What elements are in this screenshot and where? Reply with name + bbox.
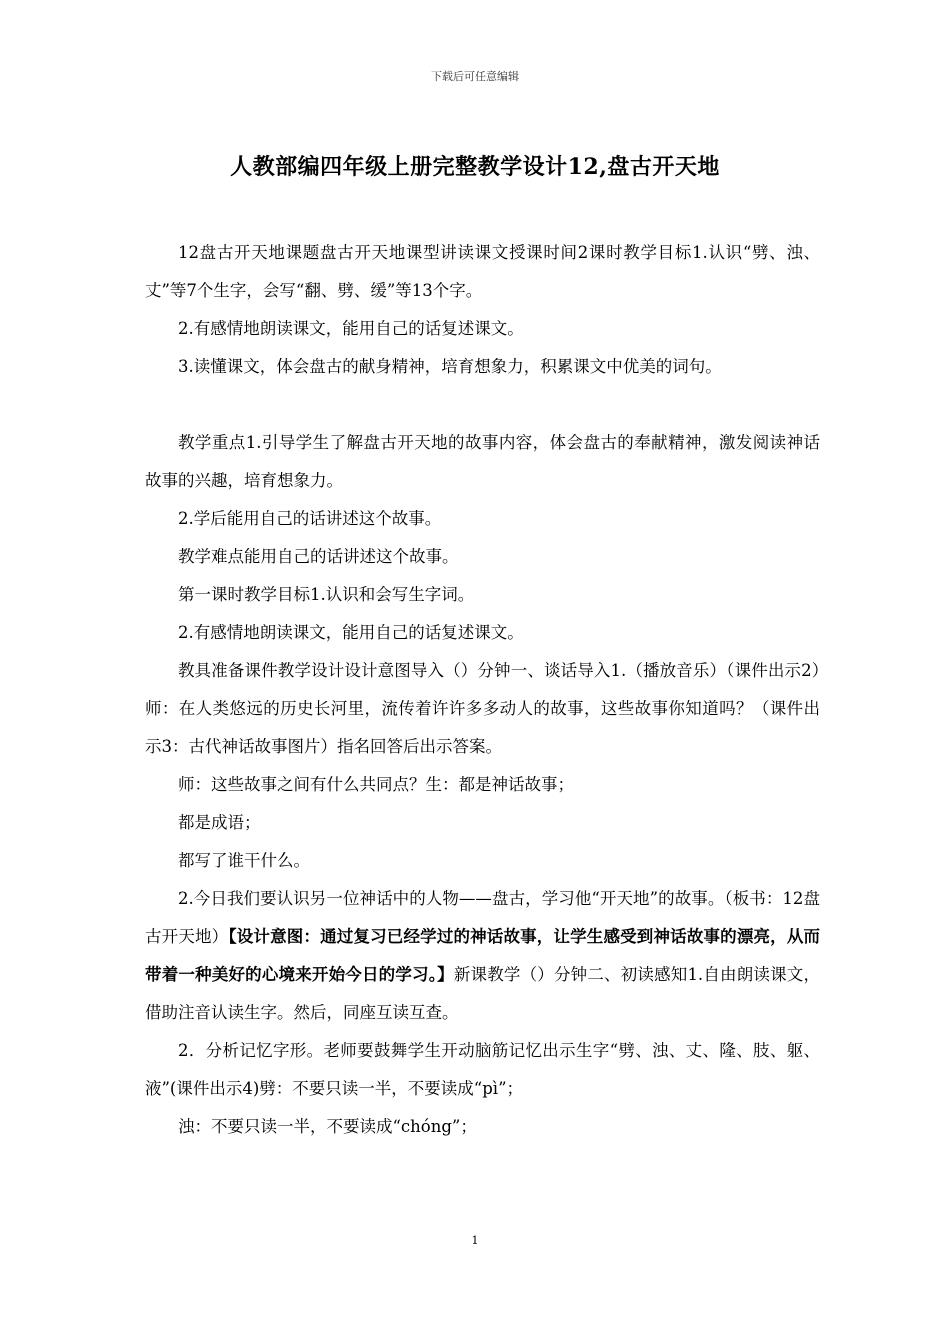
paragraph-difficulty: 教学难点能用自己的话讲述这个故事。 xyxy=(178,547,459,566)
paragraph-character-zhuo: 浊：不要只读一半，不要读成“chóng”； xyxy=(178,1117,477,1136)
paragraph-key-points: 教学重点1.引导学生了解盘古开天地的故事内容，体会盘古的奉献精神，激发阅读神话故事的兴趣，培育想象力。 xyxy=(145,433,820,490)
paragraph-new-character-text: 2.今日我们要认识另一位神话中的人物——盘古，学习他“开天地”的故事。（板书：12盘古开天地） xyxy=(145,889,820,946)
document-title: 人教部编四年级上册完整教学设计12,盘古开天地 xyxy=(230,154,720,180)
paragraph-new-character xyxy=(145,880,820,1032)
paragraph-objective-2: 2.有感情地朗读课文，能用自己的话复述课文。 xyxy=(178,319,524,338)
paragraph-character-analysis: 2．分析记忆字形。老师要鼓舞学生开动脑筋记忆出示生字“劈、浊、丈、隆、肢、躯、液”(课件出示4)劈：不要只读一半，不要读成“pì”； xyxy=(145,1041,820,1098)
paragraph-new-lesson-text: 新课教学（）分钟二、初读感知1.自由朗读课文，借助注音认读生字。然后，同座互读互查。 xyxy=(145,965,820,1022)
page-header: 下载后可任意编辑 xyxy=(431,70,519,83)
paragraph-objective-3: 3.读懂课文，体会盘古的献身精神，培育想象力，积累课文中优美的词句。 xyxy=(178,357,722,376)
paragraph-dialogue-3: 都写了谁干什么。 xyxy=(178,851,310,870)
paragraph-lesson-one-goal: 第一课时教学目标1.认识和会写生字词。 xyxy=(178,585,475,604)
page-number: 1 xyxy=(471,1234,479,1247)
paragraph-dialogue-2: 都是成语； xyxy=(178,813,261,832)
paragraph-key-point-2: 2.学后能用自己的话讲述这个故事。 xyxy=(178,509,442,528)
paragraph-objectives: 12盘古开天地课题盘古开天地课型讲读课文授课时间2课时教学目标1.认识“劈、浊、丈”等7个生字，会写“翻、劈、缓”等13个字。 xyxy=(145,243,820,300)
design-intent-note: 【设计意图：通过复习已经学过的神话故事，让学生感受到神话故事的漂亮，从而带着一种美好的心境来开始今日的学习。】 xyxy=(145,927,820,984)
paragraph-introduction: 教具准备课件教学设计设计意图导入（）分钟一、谈话导入1.（播放音乐）（课件出示2）师：在人类悠远的历史长河里，流传着许许多多动人的故事，这些故事你知道吗？（课件出示3：古代神话故事图片）指名回答后出示答案。 xyxy=(145,661,820,756)
document-body xyxy=(145,234,820,1146)
paragraph-lesson-one-goal-2: 2.有感情地朗读课文，能用自己的话复述课文。 xyxy=(178,623,524,642)
paragraph-dialogue-1: 师：这些故事之间有什么共同点？生：都是神话故事； xyxy=(178,775,574,794)
